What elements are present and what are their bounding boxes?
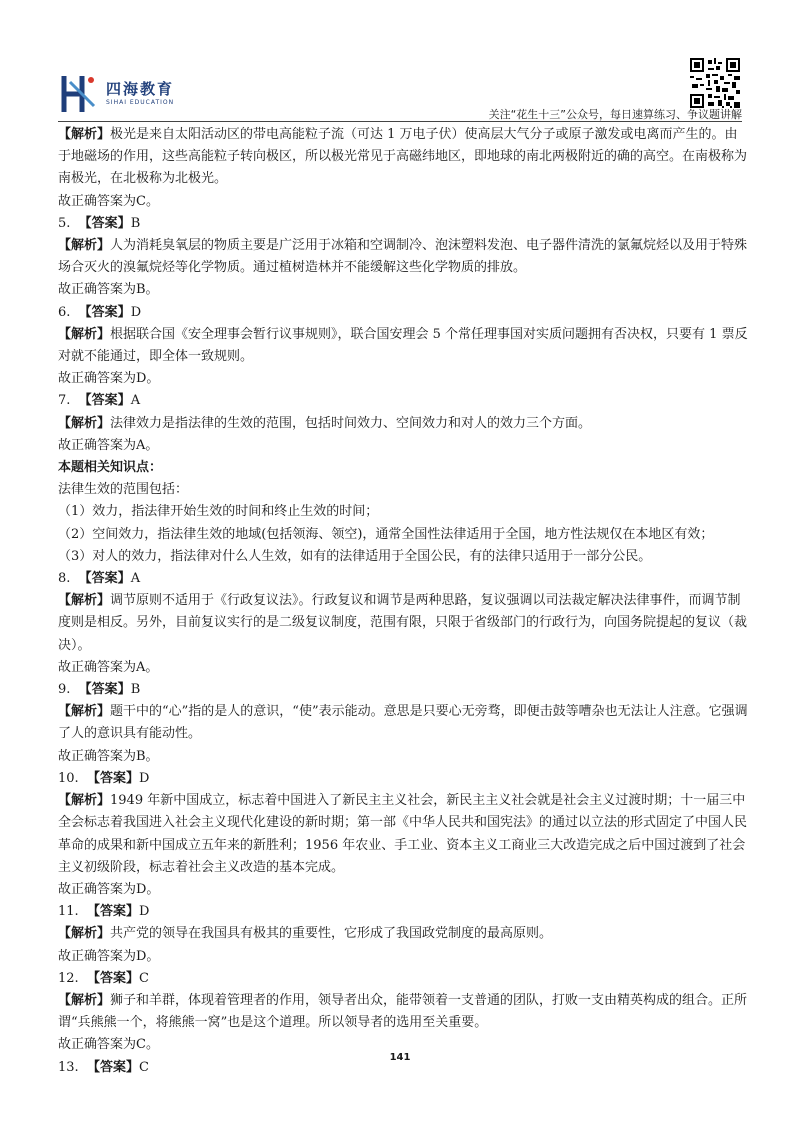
knowledge-line: （3）对人的效力，指法律对什么人生效，如有的法律适用于全国公民，有的法律只适用于一部分公民。 — [58, 548, 652, 564]
answer-label: 【答案】 — [78, 571, 131, 587]
analysis-label: 【解析】 — [58, 926, 111, 942]
page-header — [0, 0, 800, 122]
knowledge-title: 本题相关知识点： — [58, 460, 163, 476]
qr-code-icon — [690, 58, 740, 108]
analysis-label: 【解析】 — [58, 992, 111, 1008]
answer-line — [58, 901, 750, 923]
conclusion-line: 故正确答案为C。 — [58, 193, 159, 209]
answer-value: D — [130, 304, 142, 320]
logo-subtitle: SIHAI EDUCATION — [106, 99, 175, 106]
analysis-paragraph — [58, 124, 750, 191]
analysis-text: 极光是来自太阳活动区的带电高能粒子流（可达 1 万电子伏）使高层大气分子或原子激发或电离而产生的。由于地磁场的作用，这些高能粒子转向极区，所以极光常见于高磁纬地区，即地球的南北两极附近的确的高空。在南极称为南极光，在北极称为北极光。 — [58, 127, 748, 187]
answer-value: C — [138, 970, 149, 986]
analysis-text: 1949 年新中国成立，标志着中国进入了新民主主义社会，新民主主义社会就是社会主义过渡时期；十一届三中全会标志着我国进入社会主义现代化建设的新时期；第一部《中华人民共和国宪法》的通过以立法的形式固定了中国人民革命的成果和新中国成立五年来的新胜利；1956 年农业、手工业、资本主义工商业三大改造完成之后中国过渡到了社会主义初级阶段，标志着社会主义改造的基本完成。 — [58, 793, 748, 875]
analysis-paragraph — [58, 324, 750, 368]
logo-name: 四海教育 — [106, 80, 175, 98]
analysis-label: 【解析】 — [58, 238, 111, 254]
answer-value: B — [130, 682, 141, 698]
analysis-text: 法律效力是指法律的生效的范围，包括时间效力、空间效力和对人的效力三个方面。 — [110, 415, 592, 431]
analysis-paragraph — [58, 923, 750, 945]
analysis-text: 人为消耗臭氧层的物质主要是广泛用于冰箱和空调制冷、泡沫塑料发泡、电子器件清洗的氯氟烷烃以及用于特殊场合灭火的溴氟烷烃等化学物质。通过植树造林并不能缓解这些化学物质的排放。 — [58, 238, 748, 276]
question-number: 13. — [58, 1059, 79, 1075]
answer-line — [58, 390, 750, 412]
analysis-label: 【解析】 — [58, 415, 111, 431]
answer-label: 【答案】 — [86, 970, 139, 986]
header-promo-note: 关注“花生十三”公众号，每日速算练习、争议题讲解 — [488, 108, 742, 121]
answer-line — [58, 968, 750, 990]
knowledge-line: （1）效力，指法律开始生效的时间和终止生效的时间； — [58, 504, 379, 520]
answer-label: 【答案】 — [78, 215, 131, 231]
question-number: 10. — [58, 770, 79, 786]
conclusion-line: 故正确答案为D。 — [58, 948, 160, 964]
analysis-label: 【解析】 — [58, 793, 111, 809]
answer-value: C — [138, 1059, 149, 1075]
answer-line — [58, 302, 750, 324]
analysis-text: 根据联合国《安全理事会暂行议事规则》，联合国安理会 5 个常任理事国对实质问题拥有否决权，只要有 1 票反对就不能通过，即全体一致规则。 — [58, 326, 748, 365]
answer-label: 【答案】 — [86, 1059, 139, 1075]
conclusion-line: 故正确答案为B。 — [58, 282, 159, 298]
analysis-paragraph — [58, 701, 750, 745]
question-number: 5. — [58, 215, 71, 231]
analysis-paragraph — [58, 590, 750, 657]
sihai-education-logo — [58, 72, 188, 118]
analysis-paragraph — [58, 413, 750, 435]
conclusion-line: 故正确答案为D。 — [58, 881, 160, 897]
logo-mark-icon — [58, 72, 102, 116]
conclusion-line: 故正确答案为A。 — [58, 437, 159, 453]
question-number: 9. — [58, 682, 71, 698]
analysis-text: 调节原则不适用于《行政复议法》。行政复议和调节是两种思路，复议强调以司法裁定解决法律事件，而调节制度则是相反。另外，目前复议实行的是二级复议制度，范围有限，只限于省级部门的行政行为，向国务院提起的复议（裁决）。 — [58, 593, 748, 653]
conclusion-line: 故正确答案为C。 — [58, 1037, 159, 1053]
answer-label: 【答案】 — [86, 904, 139, 920]
answer-line — [58, 213, 750, 235]
answer-value: D — [138, 770, 150, 786]
answer-label: 【答案】 — [86, 770, 139, 786]
analysis-text: 题干中的“心”指的是人的意识，“使”表示能动。意思是只要心无旁骛，即便击鼓等嘈杂也无法让人注意。它强调了人的意识具有能动性。 — [58, 704, 748, 742]
answer-value: B — [130, 215, 141, 231]
analysis-label: 【解析】 — [58, 593, 111, 609]
question-number: 7. — [58, 393, 71, 409]
answer-line — [58, 568, 750, 590]
analysis-text: 狮子和羊群，体现着管理者的作用，领导者出众，能带领着一支普通的团队，打败一支由精英构成的组合。正所谓“兵熊熊一个，将熊熊一窝”也是这个道理。所以领导者的选用至关重要。 — [58, 992, 748, 1031]
conclusion-line: 故正确答案为D。 — [58, 371, 160, 387]
answer-value: A — [130, 571, 141, 587]
analysis-label: 【解析】 — [58, 127, 111, 142]
analysis-paragraph — [58, 235, 750, 279]
header-divider — [58, 121, 742, 122]
answer-value: D — [138, 904, 150, 920]
analysis-paragraph — [58, 790, 750, 879]
analysis-text: 共产党的领导在我国具有极其的重要性，它形成了我国政党制度的最高原则。 — [110, 926, 553, 942]
question-number: 8. — [58, 571, 71, 587]
answer-line — [58, 679, 750, 701]
answer-line — [58, 768, 750, 790]
knowledge-line: （2）空间效力，指法律生效的地域(包括领海、领空)，通常全国性法律适用于全国，地方性法规仅在本地区有效； — [58, 526, 714, 542]
analysis-paragraph — [58, 990, 750, 1034]
answer-label: 【答案】 — [78, 304, 131, 320]
analysis-label: 【解析】 — [58, 326, 111, 342]
answer-label: 【答案】 — [78, 682, 131, 698]
knowledge-line: 法律生效的范围包括： — [58, 482, 189, 498]
answer-label: 【答案】 — [78, 393, 131, 409]
conclusion-line: 故正确答案为A。 — [58, 659, 159, 675]
question-number: 11. — [58, 904, 79, 920]
answer-explanations — [58, 124, 750, 1079]
answer-value: A — [130, 393, 141, 409]
analysis-label: 【解析】 — [58, 704, 111, 720]
conclusion-line: 故正确答案为B。 — [58, 748, 159, 764]
question-number: 6. — [58, 304, 71, 320]
question-number: 12. — [58, 970, 79, 986]
page-number: 141 — [389, 1052, 411, 1063]
